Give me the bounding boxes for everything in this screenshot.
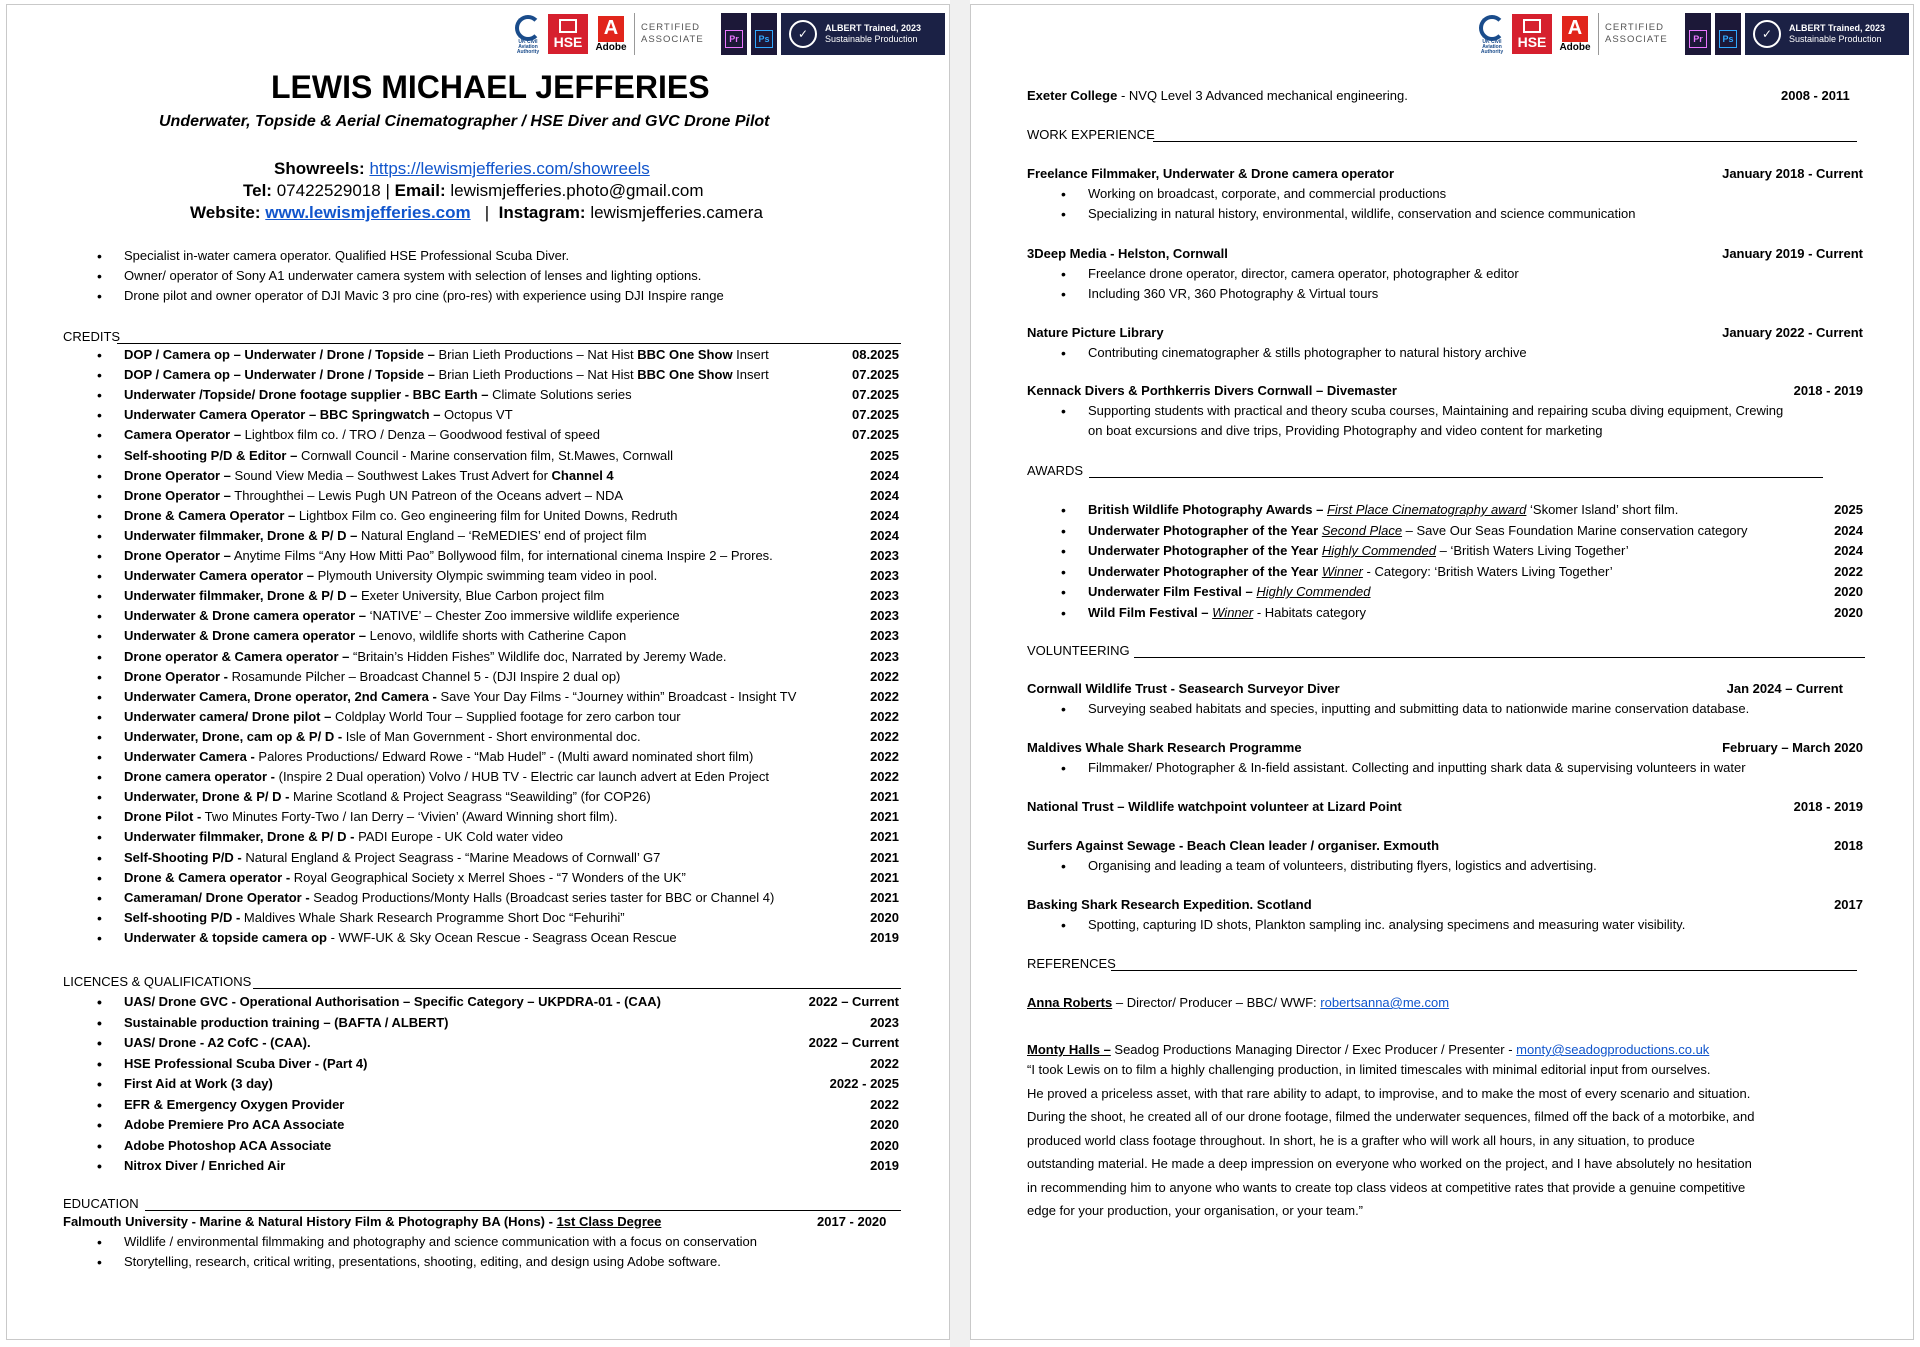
work-bullet: • Specializing in natural history, environmental, wildlife, conservation and science communication [1088,206,1635,222]
credit-row [124,528,647,544]
licence-year: 2022 – Current [808,994,899,1009]
credit-year: 08.2025 [852,347,899,362]
award-year: 2024 [1834,522,1863,538]
awards-heading: AWARDS [1027,463,1084,478]
credit-year: 2023 [870,568,899,584]
award-year: 2020 [1834,604,1863,620]
work-bullet: on boat excursions and dive trips, Providing Photography and video content for marketing [1088,423,1603,438]
credit-row [124,829,563,845]
credit-year: 07.2025 [852,387,899,403]
summary-item: • Specialist in-water camera operator. Qualified HSE Professional Scuba Diver. [124,248,569,264]
credit-role: Drone & Camera Operator – [124,507,296,523]
credit-desc: Two Minutes Forty-Two / Ian Derry – ‘Vivien’ (Award Winning short film). [201,809,618,825]
volunteering-rule [1134,657,1865,658]
credit-role: Self-Shooting P/D - [124,849,242,865]
credit-row [124,749,753,765]
work-bullet: • Contributing cinematographer & stills photographer to natural history archive [1088,345,1527,361]
credit-role: Cameraman/ Drone Operator - [124,889,310,905]
licences-rule [253,988,901,989]
certified-associate-label: CERTIFIED ASSOCIATE [634,13,717,55]
volunteering-bullet: • Spotting, capturing ID shots, Plankton sampling inc. analysing specimens and measuring water visibility. [1088,917,1685,933]
credit-row [124,387,632,403]
award-row [1088,523,1747,539]
credit-role: Underwater, Drone & P/ D - [124,789,290,805]
credit-desc: “Britain’s Hidden Fishes” Wildlife doc, Narrated by Jeremy Wade. [349,648,727,664]
credit-row [124,890,774,906]
credit-year: 2024 [870,487,899,503]
credit-row [124,870,686,886]
licences-heading: LICENCES & QUALIFICATIONS [63,974,252,989]
volunteering-title: Surfers Against Sewage - Beach Clean leader / organiser. Exmouth [1027,838,1440,853]
credit-row [124,709,681,725]
work-title: Kennack Divers & Porthkerris Divers Cornwall – Divemaster [1027,383,1397,398]
licence-item: • HSE Professional Scuba Diver - (Part 4) [124,1056,367,1072]
credit-role: Underwater filmmaker, Drone & P/ D – [124,588,358,604]
credit-role: DOP / Camera op – Underwater / Drone / Topside – [124,367,435,383]
credit-role: Underwater filmmaker, Drone & P/ D - [124,829,355,845]
work-bullet: • Including 360 VR, 360 Photography & Virtual tours [1088,286,1378,302]
award-name: British Wildlife Photography Awards – [1088,502,1324,517]
credit-desc-2: Insert [732,347,769,362]
credit-desc: PADI Europe - UK Cold water video [354,829,564,845]
credit-year: 2023 [870,628,899,644]
education-bullet: • Storytelling, research, critical writing, presentations, shooting, editing, and design using Adobe software. [124,1254,721,1270]
licence-year: 2020 [870,1137,899,1153]
subtitle: Underwater, Topside & Aerial Cinematographer / HSE Diver and GVC Drone Pilot [159,113,770,130]
credit-desc: Brian Lieth Productions – Nat Hist [434,347,638,362]
credit-role: Drone Pilot - [124,809,202,825]
credit-role: Drone & Camera operator - [124,869,291,885]
albert-badge: ✓ ALBERT Trained, 2023 Sustainable Production [781,13,945,55]
credit-desc: Palores Productions/ Edward Rowe - “Mab Hudel” - (Multi award nominated short film) [254,749,754,764]
credit-role: Drone Operator - [124,668,229,684]
credit-desc: - WWF-UK & Sky Ocean Rescue - Seagrass Ocean Rescue [327,929,677,945]
credit-year: 2022 [870,769,899,785]
volunteering-title: National Trust – Wildlife watchpoint volunteer at Lizard Point [1027,799,1402,814]
licence-year: 2022 [870,1096,899,1112]
award-detail: - Category: ‘British Waters Living Together’ [1362,563,1613,579]
credit-desc: Exeter University, Blue Carbon project film [357,588,605,604]
award-year: 2025 [1834,502,1863,517]
credit-desc: Seadog Productions/Monty Halls (Broadcast series taster for BBC or Channel 4) [309,889,775,905]
albert-badge: ✓ ALBERT Trained, 2023 Sustainable Production [1745,13,1909,55]
caa-logo: UK Civil Aviation Authority [1476,13,1508,55]
credit-role: Camera Operator – [124,427,242,443]
logo-bar-2 [1476,11,1909,57]
page-gap [950,0,970,1347]
falmouth-line: Falmouth University - Marine & Natural History Film & Photography BA (Hons) - 1st Class Degree [63,1214,662,1229]
award-row [1088,584,1371,600]
credit-row [124,427,600,443]
licence-item: • Nitrox Diver / Enriched Air [124,1158,285,1174]
award-detail: – Save Our Seas Foundation Marine conservation category [1402,522,1748,538]
licence-year: 2022 [870,1055,899,1071]
name-heading: LEWIS MICHAEL JEFFERIES [271,69,710,105]
exeter-line: Exeter College - NVQ Level 3 Advanced mechanical engineering. [1027,88,1408,103]
credit-desc: Octopus VT [440,407,513,423]
credit-year: 2020 [870,909,899,925]
award-name: Underwater Photographer of the Year [1088,522,1319,538]
credit-role: Underwater & Drone camera operator – [124,628,367,644]
award-result: Winner [1321,563,1363,579]
licence-item: • EFR & Emergency Oxygen Provider [124,1097,344,1113]
credit-year: 2023 [870,548,899,563]
award-result: First Place Cinematography award [1326,502,1527,517]
credit-highlight: Channel 4 [551,467,614,483]
work-rule [1153,141,1857,142]
credit-role: Drone operator & Camera operator – [124,648,350,664]
work-date: 2018 - 2019 [1793,383,1863,398]
credit-highlight: BBC One Show [637,367,733,383]
credit-year: 2021 [870,829,899,845]
credit-role: Drone Operator – [124,548,231,563]
credit-desc: Throughthei – Lewis Pugh UN Patreon of the Oceans advert – NDA [230,487,624,503]
credit-year: 2025 [870,447,899,463]
volunteering-date: 2018 - 2019 [1793,799,1863,814]
credit-desc: Anytime Films “Any How Mitti Pao” Bollywood film, for international cinema Inspire 2 – Prores. [230,548,773,563]
credit-year: 07.2025 [852,367,899,383]
award-detail: ‘Skomer Island’ short film. [1526,502,1679,517]
credit-desc-2: Insert [732,367,769,383]
showreels-line: Showreels: https://lewismjefferies.com/showreels [274,159,650,178]
award-detail: – ‘British Waters Living Together’ [1436,543,1629,558]
volunteering-bullet: • Organising and leading a team of volunteers, distributing flyers, logistics and advertising. [1088,858,1597,874]
work-date: January 2018 - Current [1722,166,1863,181]
award-name: Underwater Photographer of the Year [1088,543,1319,558]
credit-year: 2021 [870,809,899,825]
award-result: Winner [1212,604,1254,620]
award-result: Highly Commended [1256,584,1371,599]
award-year: 2024 [1834,543,1863,558]
hse-logo: HSE [1512,14,1552,54]
volunteering-date: February – March 2020 [1722,740,1863,755]
work-title: Freelance Filmmaker, Underwater & Drone camera operator [1027,166,1395,181]
quote-line: in recommending him to anyone who wants to create top class videos at competitive rates that provide a genuine competitive [1027,1179,1746,1195]
credit-year: 2022 [870,668,899,684]
photoshop-badge: Ps [1715,13,1741,55]
credit-year: 2021 [870,869,899,885]
credit-role: Underwater & topside camera op [124,929,327,945]
quote-line: outstanding material. He made a deep impression on everyone who worked on the project, and I have absolutely no hesitation [1027,1156,1752,1171]
licence-item: • UAS/ Drone - A2 CofC - (CAA). [124,1035,311,1051]
credit-year: 2019 [870,929,899,945]
hse-logo: HSE [548,14,588,54]
credit-role: Underwater Camera - [124,749,255,764]
credit-row [124,769,769,785]
credit-highlight: BBC One Show [637,347,733,362]
falmouth-year: 2017 - 2020 [817,1214,887,1229]
volunteering-date: 2017 [1834,897,1863,912]
credit-row [124,468,614,484]
logo-bar [512,11,945,57]
credit-row [124,729,641,745]
credit-role: DOP / Camera op – Underwater / Drone / Topside – [124,347,435,362]
anna-email-link[interactable]: robertsanna@me.com [1320,995,1450,1010]
credit-role: Underwater, Drone, cam op & P/ D - [124,728,343,744]
monty-email-link[interactable]: monty@seadogproductions.co.uk [1516,1042,1710,1057]
award-row [1088,605,1366,621]
credit-row [124,689,796,705]
work-date: January 2022 - Current [1722,325,1863,340]
website-link[interactable]: www.lewismjefferies.com [265,203,471,222]
credit-year: 2024 [870,507,899,523]
credit-desc: Brian Lieth Productions – Nat Hist [434,367,638,383]
work-bullet: • Freelance drone operator, director, camera operator, photographer & editor [1088,266,1519,282]
credit-row [124,649,727,665]
credit-role: Underwater camera/ Drone pilot – [124,708,332,724]
licence-year: 2020 [870,1117,899,1132]
licence-year: 2022 - 2025 [829,1076,899,1091]
work-date: January 2019 - Current [1722,246,1863,261]
credit-row [124,508,677,524]
caa-logo: UK Civil Aviation Authority [512,13,544,55]
volunteering-title: Basking Shark Research Expedition. Scotland [1027,897,1312,912]
credit-desc: Plymouth University Olympic swimming team video in pool. [314,568,658,584]
credit-desc: Marine Scotland & Project Seagrass “Seawilding” (for COP26) [289,789,651,805]
credit-row [124,930,677,946]
award-name: Underwater Film Festival – [1088,584,1253,599]
quote-line: produced world class footage throughout. In short, he is a grafter who will work all hours, in any situation, to produce [1027,1132,1695,1148]
credit-row [124,789,651,805]
credit-role: Underwater /Topside/ Drone footage supplier - BBC Earth – [124,387,489,403]
credit-role: Self-shooting P/D & Editor – [124,447,298,463]
credit-year: 2021 [870,889,899,905]
exeter-year: 2008 - 2011 [1781,88,1850,103]
credit-desc: Rosamunde Pilcher – Broadcast Channel 5 - (DJI Inspire 2 dual op) [228,668,621,684]
showreels-link[interactable]: https://lewismjefferies.com/showreels [369,159,650,178]
credit-year: 07.2025 [852,407,899,423]
credit-year: 07.2025 [852,427,899,443]
credit-desc: Cornwall Council - Marine conservation film, St.Mawes, Cornwall [297,447,674,463]
premiere-badge: Pr [1685,13,1711,55]
quote-line: During the shoot, he created all of our drone footage, filmed the underwater sequences, filmed off the back of a motorbike, and [1027,1109,1755,1124]
credit-year: 2021 [870,789,899,805]
credit-year: 2022 [870,688,899,704]
quote-line: He proved a priceless asset, with that rare ability to adapt, to improvise, and to make the most of every scenario and situation. [1027,1085,1751,1101]
reference-monty: Monty Halls – Seadog Productions Managing Director / Exec Producer / Presenter - monty@seadogproductions.co.uk [1027,1042,1710,1057]
award-result: Second Place [1321,522,1403,538]
credits-rule [117,343,901,344]
credit-row [124,669,620,685]
credit-desc: Royal Geographical Society x Merrel Shoes - “7 Wonders of the UK” [290,869,686,885]
quote-line: “I took Lewis on to film a highly challenging production, in limited timescales with minimal editorial input from ourselves. [1027,1062,1711,1077]
licence-item: • Adobe Photoshop ACA Associate [124,1138,331,1154]
credit-row [124,608,680,624]
credit-desc: Save Your Day Films - “Journey within” Broadcast - Insight TV [436,688,797,704]
award-year: 2022 [1834,563,1863,579]
volunteering-bullet: • Filmmaker/ Photographer & In-field assistant. Collecting and inputting shark data & supervising volunteers in water [1088,760,1746,776]
award-row [1088,543,1629,559]
credit-year: 2022 [870,708,899,724]
credit-row [124,568,657,584]
licence-year: 2019 [870,1158,899,1173]
photoshop-badge: Ps [751,13,777,55]
licence-year: 2023 [870,1014,899,1030]
credit-row [124,367,769,383]
credit-desc: ‘NATIVE’ – Chester Zoo immersive wildlife experience [366,608,680,624]
email-text[interactable]: lewismjefferies.photo@gmail.com [450,181,704,200]
volunteering-bullet: • Surveying seabed habitats and species, inputting and submitting data to nationwide marine conservation database. [1088,701,1749,717]
award-name: Wild Film Festival – [1088,604,1209,620]
award-row [1088,564,1613,580]
education-rule [145,1210,901,1211]
credit-desc: Maldives Whale Shark Research Programme Short Doc “Fehurihi” [240,909,625,925]
credit-desc: Isle of Man Government - Short environmental doc. [342,728,641,744]
credit-row [124,910,625,926]
education-heading: EDUCATION [63,1196,139,1211]
adobe-logo: A Adobe [595,17,627,53]
website-line: Website: www.lewismjefferies.com | Instagram: lewismjefferies.camera [190,203,763,222]
credit-role: Self-shooting P/D - [124,909,241,925]
volunteering-date: Jan 2024 – Current [1726,681,1843,696]
licence-item: • Adobe Premiere Pro ACA Associate [124,1117,344,1133]
volunteering-title: Maldives Whale Shark Research Programme [1027,740,1302,755]
references-rule [1111,970,1857,971]
licence-item: • Sustainable production training – (BAFTA / ALBERT) [124,1015,449,1031]
credit-role: Drone camera operator - [124,769,275,785]
volunteering-date: 2018 [1834,838,1863,853]
credit-year: 2023 [870,588,899,604]
credit-role: Underwater filmmaker, Drone & P/ D – [124,527,358,543]
credit-role: Drone Operator – [124,487,231,503]
credit-year: 2024 [870,467,899,483]
licence-item: • First Aid at Work (3 day) [124,1076,273,1092]
volunteering-heading: VOLUNTEERING [1027,643,1130,658]
licence-year: 2022 – Current [808,1035,899,1050]
credit-desc: Natural England – ‘ReMEDIES’ end of project film [357,527,647,543]
references-heading: REFERENCES [1027,956,1116,971]
credit-desc: Coldplay World Tour – Supplied footage for zero carbon tour [331,708,681,724]
credit-row [124,488,623,504]
award-detail: - Habitats category [1253,604,1366,620]
work-bullet: • Working on broadcast, corporate, and commercial productions [1088,186,1446,202]
award-row [1088,502,1678,518]
credit-role: Underwater Camera, Drone operator, 2nd Camera - [124,688,437,704]
credit-year: 2022 [870,749,899,764]
award-result: Highly Commended [1321,543,1436,558]
summary-item: • Owner/ operator of Sony A1 underwater camera system with selection of lenses and lighting options. [124,268,701,284]
credit-desc: Sound View Media – Southwest Lakes Trust Advert for [230,467,552,483]
certified-associate-label: CERTIFIED ASSOCIATE [1598,13,1681,55]
contact-line: Tel: 07422529018 | Email: lewismjefferies.photo@gmail.com [243,181,704,200]
credit-desc: Climate Solutions series [488,387,632,403]
credit-row [124,850,660,866]
credit-desc: Natural England & Project Seagrass - “Marine Meadows of Cornwall’ G7 [241,849,661,865]
page-1 [6,4,950,1340]
summary-item: • Drone pilot and owner operator of DJI Mavic 3 pro cine (pro-res) with experience using DJI Inspire range [124,288,724,304]
credit-row [124,347,769,363]
credit-row [124,548,773,564]
licence-item: • UAS/ Drone GVC - Operational Authorisation – Specific Category – UKPDRA-01 - (CAA) [124,994,661,1010]
work-title: 3Deep Media - Helston, Cornwall [1027,246,1228,261]
credit-year: 2022 [870,728,899,744]
awards-rule [1089,477,1823,478]
reference-anna: Anna Roberts – Director/ Producer – BBC/ WWF: robertsanna@me.com [1027,995,1450,1010]
credit-year: 2023 [870,608,899,624]
credit-year: 2024 [870,527,899,543]
work-heading: WORK EXPERIENCE [1027,127,1155,142]
credit-row [124,448,673,464]
credit-row [124,407,513,423]
award-year: 2020 [1834,584,1863,599]
award-name: Underwater Photographer of the Year [1088,563,1319,579]
education-bullet: • Wildlife / environmental filmmaking and photography and science communication with a focus on conservation [124,1234,757,1250]
credit-desc: Lightbox film co. / TRO / Denza – Goodwood festival of speed [241,427,600,443]
credit-row [124,628,626,644]
credit-role: Drone Operator – [124,467,231,483]
work-title: Nature Picture Library [1027,325,1164,340]
quote-line: edge for your production, your organisation, or your team.” [1027,1203,1364,1218]
credit-desc: Lightbox Film co. Geo engineering film for United Downs, Redruth [295,507,678,523]
work-bullet: • Supporting students with practical and theory scuba courses, Maintaining and repairing scuba diving equipment, Crewing [1088,403,1783,419]
volunteering-title: Cornwall Wildlife Trust - Seasearch Surveyor Diver [1027,681,1340,696]
credit-row [124,588,604,604]
credit-role: Underwater & Drone camera operator – [124,608,367,624]
credit-desc: Lenovo, wildlife shorts with Catherine Capon [366,628,627,644]
page-2 [970,4,1914,1340]
credit-year: 2023 [870,648,899,664]
credit-role: Underwater Camera Operator – BBC Springwatch – [124,407,441,423]
credit-desc: (Inspire 2 Dual operation) Volvo / HUB TV - Electric car launch advert at Eden Project [275,769,769,785]
credit-year: 2021 [870,849,899,865]
credit-row [124,809,618,825]
credit-role: Underwater Camera operator – [124,568,315,584]
credits-heading: CREDITS [63,329,121,344]
adobe-logo: A Adobe [1559,17,1591,53]
premiere-badge: Pr [721,13,747,55]
